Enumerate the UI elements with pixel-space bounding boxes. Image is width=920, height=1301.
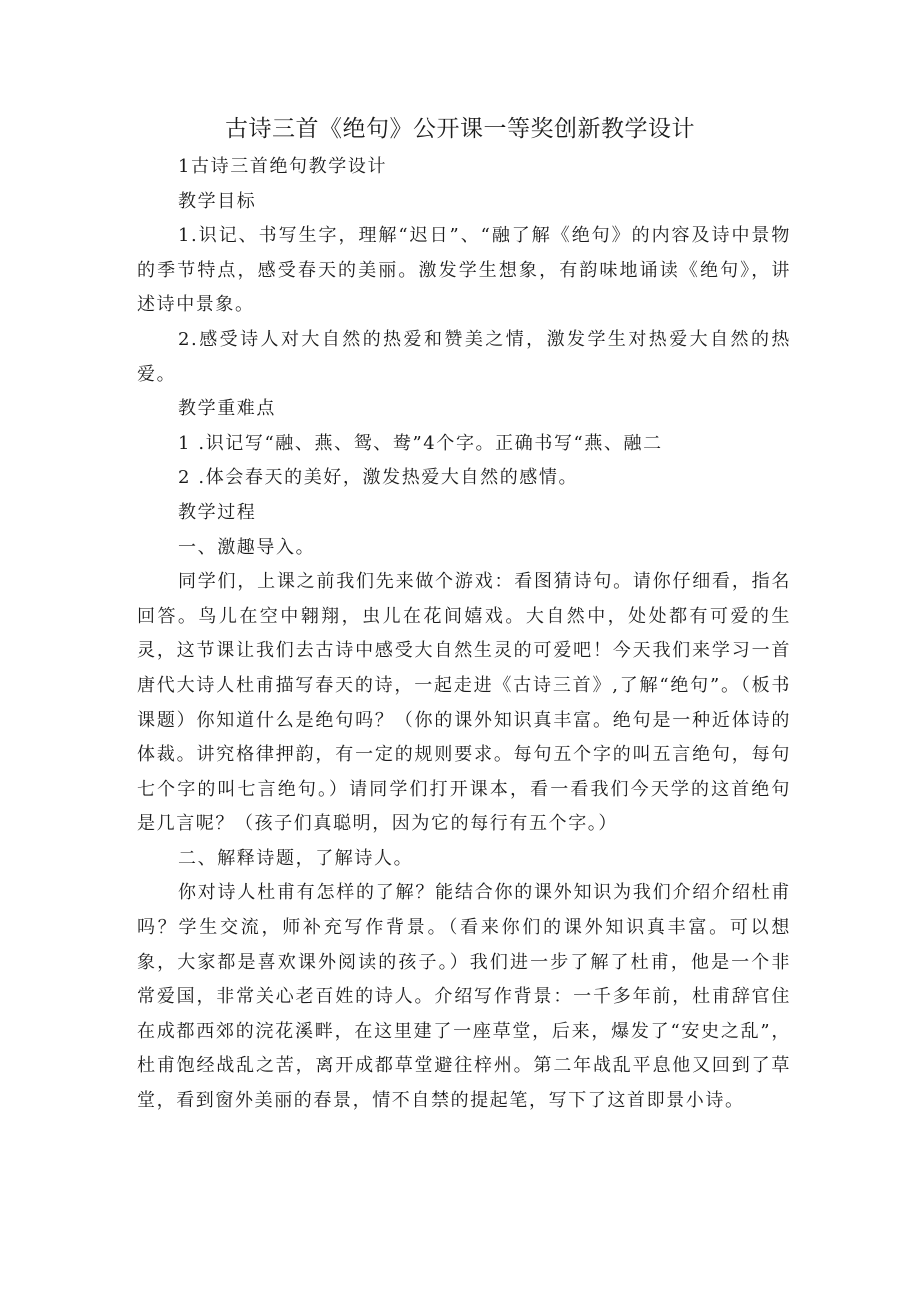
- section-heading-objectives: 教学目标: [178, 190, 257, 212]
- step-heading: 二、解释诗题，了解诗人。: [178, 847, 414, 869]
- document-title: 古诗三首《绝句》公开课一等奖创新教学设计: [225, 116, 695, 142]
- section-heading-process: 教学过程: [178, 501, 257, 523]
- key-point-item: 1 .识记写“融、燕、鸳、鸯”4个字。正确书写“燕、融二: [178, 432, 663, 454]
- body-paragraph: 同学们，上课之前我们先来做个游戏：看图猜诗句。请你仔细看，指名回答。鸟儿在空中翱翔，虫儿在花间嬉戏。大自然中，处处都有可爱的生灵，这节课让我们去古诗中感受大自然生灵的可爱吧！今天我们来学习一首唐代大诗人杜甫描写春天的诗，一起走进《古诗三首》,了解“绝句”。（板书课题）你知道什么是绝句吗？（你的课外知识真丰富。绝句是一种近体诗的体裁。讲究格律押韵，有一定的规则要求。每句五个字的叫五言绝句，每句七个字的叫七言绝句。）请同学们打开课本，看一看我们今天学的这首绝句是几言呢？（孩子们真聪明，因为它的每行有五个字。）: [137, 571, 791, 835]
- section-heading: 1古诗三首绝句教学设计: [178, 156, 388, 177]
- key-point-item: 2 .体会春天的美好，激发热爱大自然的感情。: [178, 467, 579, 489]
- document-body: [137, 150, 791, 1119]
- objective-item: 1.识记、书写生字，理解“迟日”、“融了解《绝句》的内容及诗中景物的季节特点，感受春天的美丽。激发学生想象，有韵味地诵读《绝句》，讲述诗中景象。: [137, 225, 791, 316]
- body-paragraph: 你对诗人杜甫有怎样的了解？能结合你的课外知识为我们介绍介绍杜甫吗？学生交流，师补充写作背景。（看来你们的课外知识真丰富。可以想象，大家都是喜欢课外阅读的孩子。）我们进一步了解了杜甫，他是一个非常爱国，非常关心老百姓的诗人。介绍写作背景：一千多年前，杜甫辞官住在成都西郊的浣花溪畔，在这里建了一座草堂，后来，爆发了“安史之乱”，杜甫饱经战乱之苦，离开成都草堂避往梓州。第二年战乱平息他又回到了草堂，看到窗外美丽的春景，情不自禁的提起笔，写下了这首即景小诗。: [137, 882, 791, 1112]
- section-heading-key-points: 教学重难点: [178, 398, 276, 420]
- objective-item: 2.感受诗人对大自然的热爱和赞美之情，激发学生对热爱大自然的热爱。: [137, 328, 791, 385]
- step-heading: 一、激趣导入。: [178, 536, 316, 558]
